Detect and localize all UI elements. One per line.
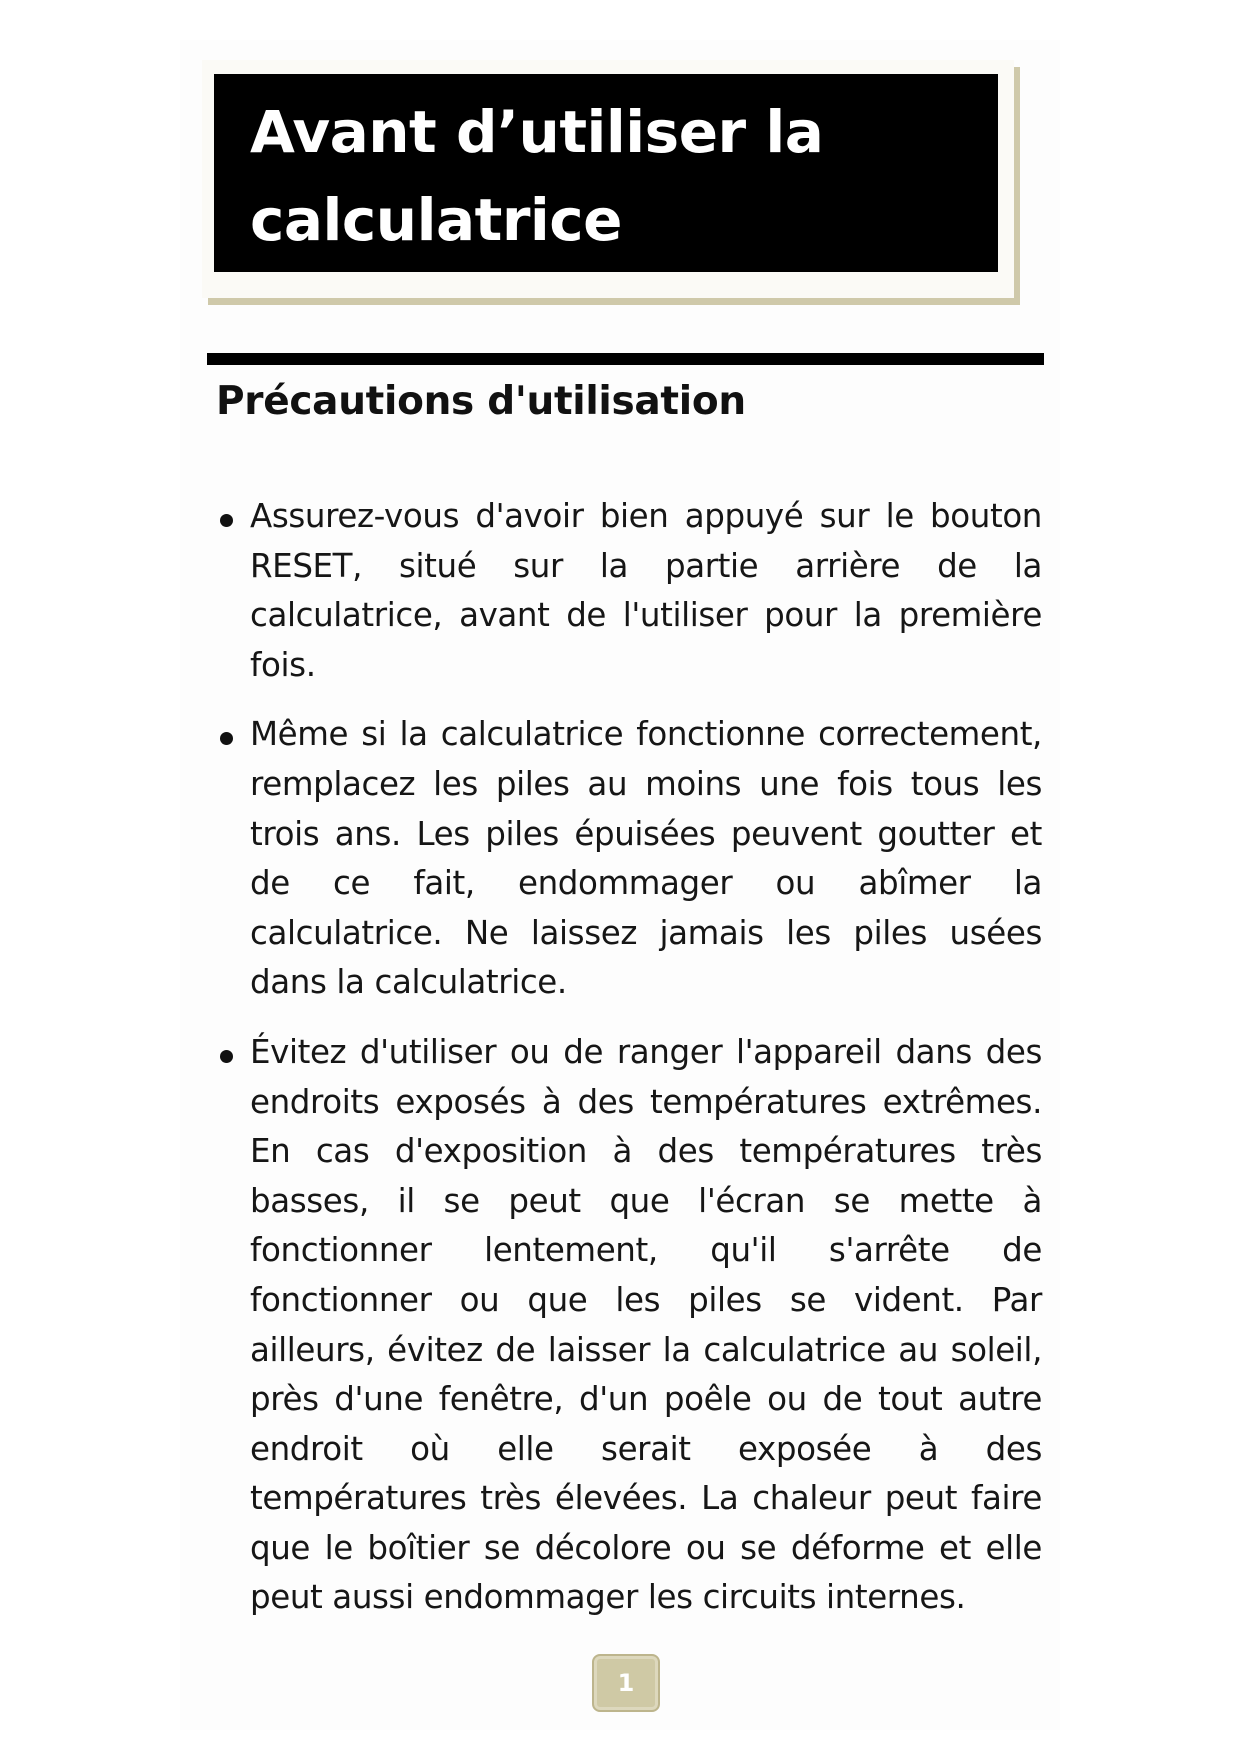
section-divider bbox=[207, 353, 1044, 365]
page-number: 1 bbox=[617, 1669, 635, 1697]
bullet-icon bbox=[220, 514, 233, 527]
precautions-list bbox=[216, 492, 1042, 1643]
bullet-icon bbox=[220, 732, 233, 745]
title-banner bbox=[214, 74, 998, 272]
page-title: Avant d’utiliser la calculatrice bbox=[250, 98, 824, 254]
list-item-text: Même si la calculatrice fonctionne correctement, remplacez les piles au moins une fois tous les trois ans. Les piles épuisées peuvent goutter et de ce fait, endommager ou abîmer la calculatrice. Ne laissez jamais les piles usées dans la calculatrice. bbox=[250, 715, 1042, 1002]
list-item bbox=[216, 492, 1042, 690]
list-item-text: Assurez-vous d'avoir bien appuyé sur le bouton RESET, situé sur la partie arrière de la calculatrice, avant de l'utiliser pour la première fois. bbox=[250, 497, 1042, 684]
list-item bbox=[216, 1028, 1042, 1623]
section-heading: Précautions d'utilisation bbox=[216, 379, 746, 424]
bullet-icon bbox=[220, 1050, 233, 1063]
list-item bbox=[216, 710, 1042, 1008]
list-item-text: Évitez d'utiliser ou de ranger l'appareil dans des endroits exposés à des températures extrêmes. En cas d'exposition à des températures très basses, il se peut que l'écran se mette à fonctionner lentement, qu'il s'arrête de fonctionner ou que les piles se vident. Par ailleurs, évitez de laisser la calculatrice au soleil, près d'une fenêtre, d'un poêle ou de tout autre endroit où elle serait exposée à des températures très élevées. La chaleur peut faire que le boîtier se décolore ou se déforme et elle peut aussi endommager les circuits internes. bbox=[250, 1032, 1042, 1617]
page-number-badge bbox=[592, 1654, 660, 1712]
